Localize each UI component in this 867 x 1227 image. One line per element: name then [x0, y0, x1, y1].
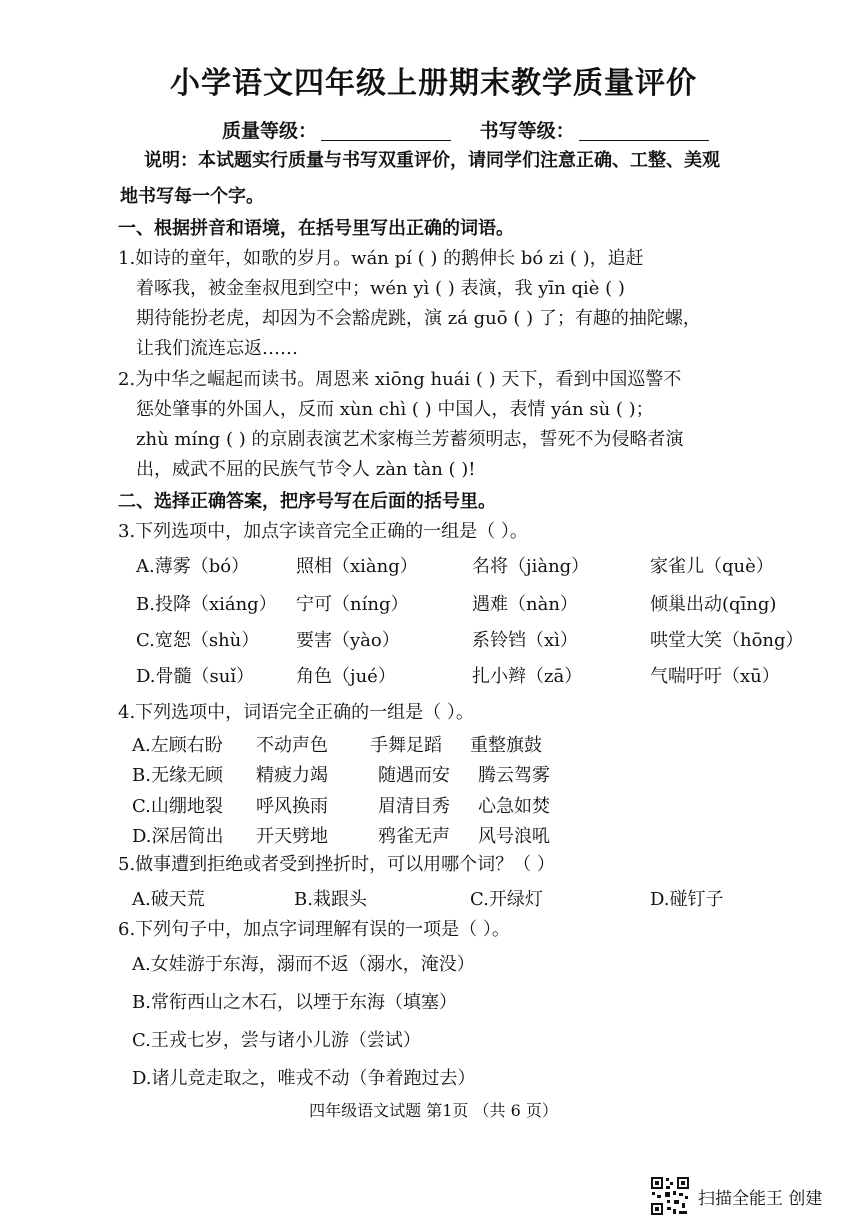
q5-option-b: B.栽跟头 — [294, 889, 367, 910]
quality-grade-blank — [321, 122, 451, 141]
q4-stem: 4.下列选项中，词语完全正确的一组是（ ）。 — [118, 702, 474, 723]
qr-code-icon — [650, 1176, 690, 1216]
q3-a-2: 照相（xiàng） — [296, 556, 418, 577]
q4-b-2: 精疲力竭 — [256, 765, 328, 786]
q4-b-1: B.无缘无顾 — [132, 765, 223, 786]
q1-line-1: 1.如诗的童年，如歌的岁月。wán pí ( ) 的鹅伸长 bó zi ( )，追赶 — [118, 248, 644, 269]
quality-grade-label: 质量等级： — [222, 120, 318, 142]
q2-line-2: 惩处肇事的外国人，反而 xùn chì ( ) 中国人，表情 yán sù ( )； — [136, 399, 654, 420]
q3-b-4: 倾巢出动(qīng) — [650, 594, 777, 615]
page-footer: 四年级语文试题 第1页 （共 6 页） — [309, 1101, 558, 1120]
q3-d-4: 气喘吁吁（xū） — [650, 666, 780, 687]
q3-stem: 3.下列选项中，加点字读音完全正确的一组是（ ）。 — [118, 521, 528, 542]
q4-c-2: 呼风换雨 — [256, 796, 328, 817]
q3-c-4: 哄堂大笑（hōng） — [650, 630, 804, 651]
writing-grade-blank — [579, 122, 709, 141]
grade-fields — [222, 116, 731, 143]
q6-option-b: B.常衔西山之木石，以堙于东海（填塞） — [132, 992, 457, 1013]
q5-stem: 5.做事遭到拒绝或者受到挫折时，可以用哪个词？（ ） — [118, 854, 555, 875]
q6-option-d: D.诸儿竞走取之，唯戎不动（争着跑过去） — [132, 1068, 476, 1089]
q2-line-1: 2.为中华之崛起而读书。周恩来 xiōng huái ( ) 天下，看到中国巡警不 — [118, 369, 682, 390]
q5-option-a: A.破天荒 — [132, 889, 205, 910]
q3-b-2: 宁可（níng） — [296, 594, 409, 615]
section-2-heading: 二、选择正确答案，把序号写在后面的括号里。 — [118, 491, 496, 512]
q3-a-1: A.薄雾（bó） — [136, 556, 250, 577]
q2-line-4: 出，威武不屈的民族气节令人 zàn tàn ( )! — [136, 459, 476, 480]
q1-line-2: 着啄我，被金奎叔甩到空中；wén yì ( ) 表演，我 yīn qiè ( ) — [136, 278, 625, 299]
q3-a-3: 名将（jiàng） — [472, 556, 590, 577]
q4-a-4: 重整旗鼓 — [470, 735, 542, 756]
q3-b-1: B.投降（xiáng） — [136, 594, 277, 615]
q5-option-c: C.开绿灯 — [470, 889, 543, 910]
q4-c-1: C.山绷地裂 — [132, 796, 223, 817]
q4-d-4: 风号浪吼 — [478, 826, 550, 847]
q6-option-c: C.王戎七岁，尝与诸小儿游（尝试） — [132, 1030, 421, 1051]
instructions-line-1: 说明：本试题实行质量与书写双重评价，请同学们注意正确、工整、美观 — [144, 150, 720, 171]
q4-c-3: 眉清目秀 — [378, 796, 450, 817]
q6-stem: 6.下列句子中，加点字词理解有误的一项是（ ）。 — [118, 919, 510, 940]
q6-option-a: A.女娃游于东海，溺而不返（溺水，淹没） — [132, 954, 475, 975]
q3-c-2: 要害（yào） — [296, 630, 400, 651]
q3-b-3: 遇难（nàn） — [472, 594, 578, 615]
scanner-label: 扫描全能王 创建 — [698, 1188, 823, 1209]
writing-grade-label: 书写等级： — [479, 120, 575, 142]
page-title: 小学语文四年级上册期末教学质量评价 — [170, 66, 697, 101]
q1-line-3: 期待能扮老虎，却因为不会豁虎跳，演 zá guō ( ) 了；有趣的抽陀螺， — [136, 308, 701, 329]
q4-d-1: D.深居简出 — [132, 826, 224, 847]
q5-option-d: D.碰钉子 — [650, 889, 724, 910]
q4-a-1: A.左顾右盼 — [132, 735, 223, 756]
q3-c-3: 系铃铛（xì） — [472, 630, 578, 651]
q3-d-3: 扎小辫（zā） — [472, 666, 583, 687]
q1-line-4: 让我们流连忘返…… — [136, 338, 298, 359]
q4-b-3: 随遇而安 — [378, 765, 450, 786]
q3-d-1: D.骨髓（suǐ） — [136, 666, 255, 687]
q3-a-4: 家雀儿（què） — [650, 556, 774, 577]
q4-d-3: 鸦雀无声 — [378, 826, 450, 847]
q3-d-2: 角色（jué） — [296, 666, 396, 687]
instructions-line-2: 地书写每一个字。 — [120, 186, 264, 207]
q4-b-4: 腾云驾雾 — [478, 765, 550, 786]
section-1-heading: 一、根据拼音和语境，在括号里写出正确的词语。 — [118, 218, 514, 239]
q4-a-2: 不动声色 — [256, 735, 328, 756]
q4-a-3: 手舞足蹈 — [370, 735, 442, 756]
scanner-watermark — [650, 1176, 822, 1216]
q4-c-4: 心急如焚 — [478, 796, 550, 817]
q2-line-3: zhù míng ( ) 的京剧表演艺术家梅兰芳蓄须明志，誓死不为侵略者演 — [136, 429, 684, 450]
q4-d-2: 开天劈地 — [256, 826, 328, 847]
q3-c-1: C.宽恕（shù） — [136, 630, 260, 651]
